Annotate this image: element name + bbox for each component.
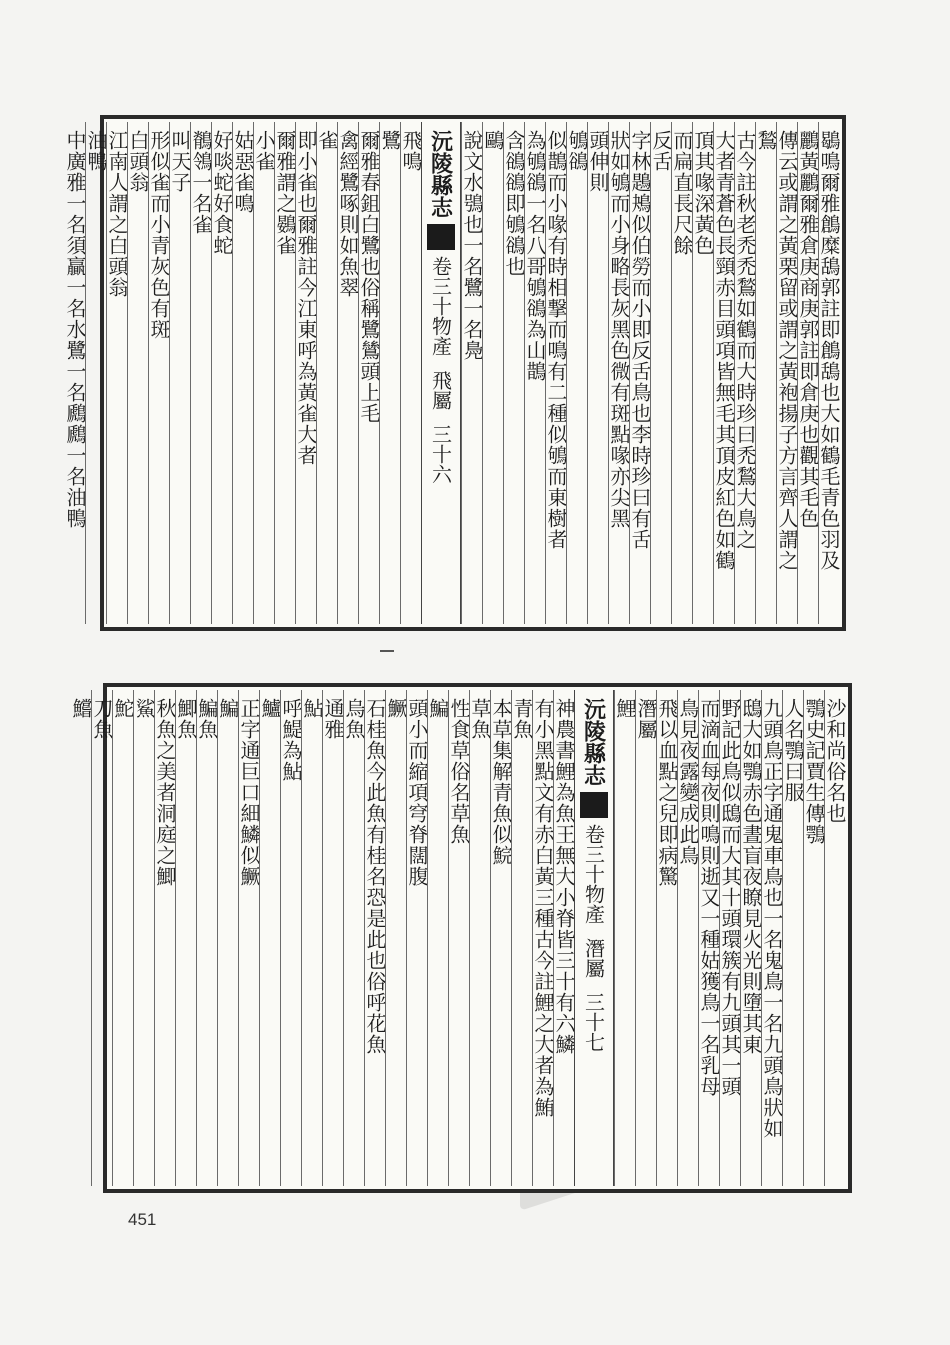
top-column: 好啖蛇好食蛇 xyxy=(211,122,232,624)
top-column: 禽經鷺啄則如魚翠 xyxy=(337,122,358,624)
bottom-column: 青魚 xyxy=(511,690,532,1186)
bottom-column: 鯿 xyxy=(217,690,238,1186)
top-folio xyxy=(63,115,846,631)
top-column: 為鴝鵒一名八哥鴝鵒為山鵲 xyxy=(524,122,545,624)
top-column: 鶡鳴爾雅鶬糜鴰郭註即鶬鴰也大如鶴毛青色羽及 xyxy=(818,122,839,624)
top-column: 頭伸則 xyxy=(587,122,608,624)
center-subsection: 飛屬 xyxy=(428,370,453,410)
top-column: 大者青蒼色長頸赤目頭項皆無毛其頂皮紅色如鶴 xyxy=(713,122,734,624)
center-volume: 卷三十 xyxy=(581,824,606,884)
top-column: 鶺鴒一名雀 xyxy=(190,122,211,624)
bottom-column: 石桂魚今此魚有桂名恐是此也俗呼花魚 xyxy=(364,690,385,1186)
bottom-column: 野記此鳥似鴟而大其十頭環簇有九頭其一頭 xyxy=(719,690,740,1186)
bottom-column: 鶚史記賈生傳鶚 xyxy=(803,690,824,1186)
top-column: 油鴨 xyxy=(85,122,106,624)
page-number: 451 xyxy=(128,1210,157,1229)
top-folio-columns xyxy=(63,122,841,624)
center-title: 沅陵縣志 xyxy=(427,130,454,218)
bottom-column: 鳥見夜露變成此鳥 xyxy=(677,690,698,1186)
top-column: 叫天子 xyxy=(169,122,190,624)
center-section: 物產 xyxy=(428,316,453,356)
bottom-column: 鯽魚 xyxy=(175,690,196,1186)
bottom-column: 潛屬 xyxy=(635,690,656,1186)
top-column: 反舌 xyxy=(650,122,671,624)
bottom-column: 鱨 xyxy=(69,698,93,719)
bottom-column: 有小黑點文有赤白黃三種古今註鯉之大者為鮪 xyxy=(532,690,553,1186)
bottom-column: 性食草俗名草魚 xyxy=(448,690,469,1186)
top-column: 而扁直長尺餘 xyxy=(671,122,692,624)
bottom-column: 鱖 xyxy=(385,690,406,1186)
bottom-column: 沙和尚俗名也 xyxy=(824,690,845,1186)
top-column: 古今註秋老禿禿鶖如鶴而大時珍曰禿鶖大鳥之 xyxy=(734,122,755,624)
top-column: 鶖 xyxy=(755,122,776,624)
center-page: 三十六 xyxy=(428,424,453,484)
top-column: 雀 xyxy=(316,122,337,624)
top-center-margin xyxy=(421,122,461,624)
fish-tail-mark xyxy=(427,224,455,250)
top-column: 姑惡雀鳴 xyxy=(232,122,253,624)
center-title: 沅陵縣志 xyxy=(580,698,607,786)
ink-speck xyxy=(380,650,394,652)
top-column: 白頭翁 xyxy=(127,122,148,624)
bottom-column: 通雅 xyxy=(322,690,343,1186)
center-volume: 卷三十 xyxy=(428,256,453,316)
top-column: 小雀 xyxy=(253,122,274,624)
bottom-column: 烏魚 xyxy=(343,690,364,1186)
bottom-column: 鯉 xyxy=(614,690,635,1186)
bottom-folio xyxy=(69,683,852,1193)
bottom-column: 鮀 xyxy=(112,690,133,1186)
bottom-column: 飛以血點之兒即病驚 xyxy=(656,690,677,1186)
bottom-column: 鴟大如鶚赤色晝盲夜瞭見火光則墮其東 xyxy=(740,690,761,1186)
top-column: 江南人謂之白頭翁 xyxy=(106,122,127,624)
bottom-center-margin xyxy=(574,690,614,1186)
bottom-column: 鯿魚 xyxy=(196,690,217,1186)
top-column: 傳云或謂之黃栗留或謂之黃袍揚子方言齊人謂之 xyxy=(776,122,797,624)
top-column: 頂其喙深黃色 xyxy=(692,122,713,624)
top-column: 飛鳴 xyxy=(400,122,421,624)
bottom-column: 秋魚之美者洞庭之鯽 xyxy=(154,690,175,1186)
fish-tail-mark xyxy=(580,792,608,818)
center-section: 物產 xyxy=(581,884,606,924)
bottom-column: 本草集解青魚似鯇 xyxy=(490,690,511,1186)
center-subsection: 潛屬 xyxy=(581,938,606,978)
top-column: 狀如鴝而小身略長灰黑色微有斑點喙亦尖黑 xyxy=(608,122,629,624)
bottom-column: 刀魚 xyxy=(91,690,112,1186)
bottom-column: 頭小而縮項穹脊闊腹 xyxy=(406,690,427,1186)
top-column: 形似雀而小青灰色有斑 xyxy=(148,122,169,624)
top-column: 中廣雅一名須贏一名水鷺一名鷉鷉一名油鴨 xyxy=(63,130,87,529)
top-column: 鷺 xyxy=(379,122,400,624)
top-column: 字林鶗鴂似伯勞而小即反舌鳥也李時珍曰有舌 xyxy=(629,122,650,624)
center-page: 三十七 xyxy=(581,992,606,1052)
top-column: 說文水鴞也一名鷺一名鳧 xyxy=(461,122,482,624)
bottom-column: 鯿 xyxy=(427,690,448,1186)
bottom-column: 正字通巨口細鱗似鱖 xyxy=(238,690,259,1186)
bottom-column: 而滴血每夜則鳴則逝又一種姑獲鳥一名乳母 xyxy=(698,690,719,1186)
top-column: 鷗 xyxy=(482,122,503,624)
top-column: 含鵒鵒即鴝鵒也 xyxy=(503,122,524,624)
bottom-column: 鮎 xyxy=(301,690,322,1186)
bottom-column: 九頭鳥正字通鬼車鳥也一名鬼鳥一名九頭鳥狀如 xyxy=(761,690,782,1186)
top-column: 鸝黃鸝爾雅倉庚商庚郭註即倉庚也觀其毛色 xyxy=(797,122,818,624)
top-column: 鴝鵒 xyxy=(566,122,587,624)
top-column: 爾雅謂之鷃雀 xyxy=(274,122,295,624)
top-column: 爾雅春鉏白鷺也俗稱鷺鷥頭上毛 xyxy=(358,122,379,624)
bottom-column: 鱸 xyxy=(259,690,280,1186)
top-column: 即小雀也爾雅註今江東呼為黃雀大者 xyxy=(295,122,316,624)
bottom-column: 呼鯷為鮎 xyxy=(280,690,301,1186)
bottom-column: 神農書鯉為魚王無大小脊皆三十有六鱗 xyxy=(553,690,574,1186)
bottom-column: 人名鶚曰服 xyxy=(782,690,803,1186)
top-column: 似鵲而小喙有時相撃而鳴有二種似鴝而東樹者 xyxy=(545,122,566,624)
bottom-column: 草魚 xyxy=(469,690,490,1186)
bottom-folio-columns xyxy=(69,690,847,1186)
bottom-column: 鯊 xyxy=(133,690,154,1186)
